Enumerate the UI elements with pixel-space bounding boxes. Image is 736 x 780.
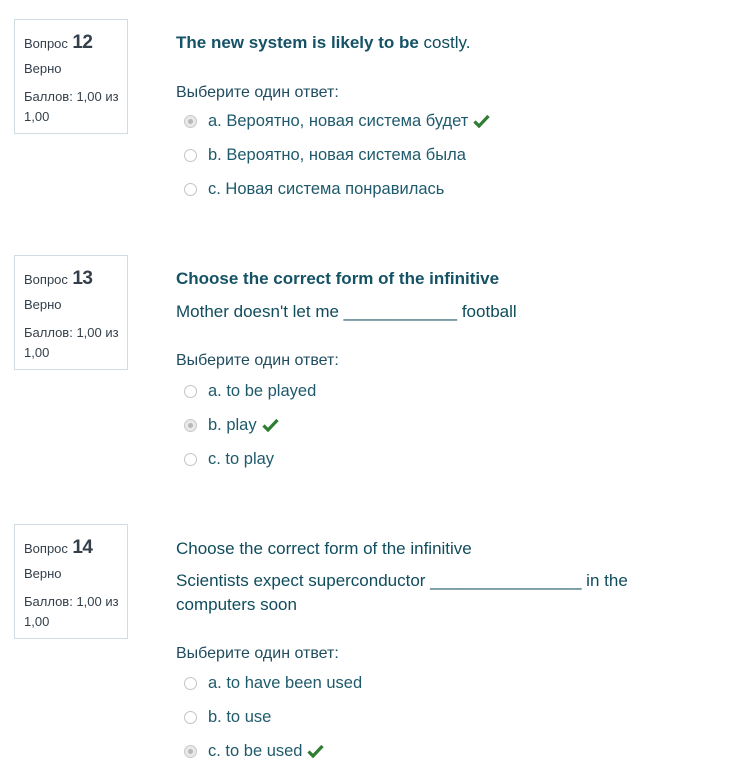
- question-text: [176, 31, 716, 55]
- question-number-value: 12: [72, 32, 93, 53]
- question-text-bold: Choose the correct form of the infinitive: [176, 269, 500, 288]
- answer-option[interactable]: [176, 671, 362, 695]
- question-number-value: 14: [72, 537, 93, 558]
- question-state: Верно: [24, 61, 62, 76]
- answer-label: b. Вероятно, новая система была: [208, 145, 466, 164]
- answer-option[interactable]: [176, 109, 490, 133]
- answer-option[interactable]: [176, 447, 274, 471]
- question-number-value: 13: [72, 268, 93, 289]
- answer-option[interactable]: [176, 177, 444, 201]
- question-label: Вопрос: [24, 541, 68, 556]
- question-content: [176, 31, 716, 198]
- question-text-rest: costly.: [418, 33, 471, 52]
- question-text-2: Mother doesn't let me ____________ football: [176, 302, 517, 321]
- question-number: [24, 268, 93, 290]
- answer-prompt: Выберите один ответ:: [176, 352, 339, 369]
- answer-option[interactable]: [176, 739, 324, 763]
- answer-prompt: Выберите один ответ:: [176, 84, 339, 101]
- answer-label: b. to use: [208, 707, 272, 726]
- question-info-box: [14, 524, 128, 639]
- radio-button[interactable]: [184, 385, 197, 398]
- radio-button[interactable]: [184, 745, 197, 758]
- answer-label: c. to play: [208, 449, 275, 468]
- answer-label: a. Вероятно, новая система будет: [208, 111, 469, 130]
- question-grade: Баллов: 1,00 из 1,00: [24, 594, 119, 629]
- question-grade: Баллов: 1,00 из 1,00: [24, 89, 119, 124]
- check-icon: [262, 418, 279, 432]
- question-info-box: [14, 19, 128, 134]
- question-grade: Баллов: 1,00 из 1,00: [24, 325, 119, 360]
- radio-button[interactable]: [184, 419, 197, 432]
- question-state: Верно: [24, 566, 62, 581]
- radio-button[interactable]: [184, 453, 197, 466]
- answer-option[interactable]: [176, 379, 316, 403]
- question-content: [176, 267, 716, 468]
- question-text: [176, 267, 716, 291]
- answer-option[interactable]: [176, 705, 271, 729]
- question-label: Вопрос: [24, 272, 68, 287]
- answer-label: a. to be played: [208, 381, 317, 400]
- answer-label: a. to have been used: [208, 673, 363, 692]
- radio-button[interactable]: [184, 149, 197, 162]
- answer-label: c. to be used: [208, 741, 303, 760]
- radio-button[interactable]: [184, 115, 197, 128]
- question-text: Choose the correct form of the infinitive: [176, 539, 472, 558]
- question-label: Вопрос: [24, 36, 68, 51]
- question-text-2: Scientists expect superconductor ________________ in the computers soon: [176, 571, 628, 614]
- radio-button[interactable]: [184, 711, 197, 724]
- check-icon: [307, 744, 324, 758]
- answer-label: b. play: [208, 415, 257, 434]
- check-icon: [473, 114, 490, 128]
- answer-prompt: Выберите один ответ:: [176, 645, 339, 662]
- question-number: [24, 537, 93, 559]
- question-number: [24, 32, 93, 54]
- answer-option[interactable]: [176, 413, 279, 437]
- answer-option[interactable]: [176, 143, 466, 167]
- question-text-bold: The new system is likely to be: [176, 33, 419, 52]
- radio-button[interactable]: [184, 677, 197, 690]
- question-content: [176, 537, 716, 760]
- question-state: Верно: [24, 297, 62, 312]
- radio-button[interactable]: [184, 183, 197, 196]
- question-info-box: [14, 255, 128, 370]
- answer-label: c. Новая система понравилась: [208, 179, 445, 198]
